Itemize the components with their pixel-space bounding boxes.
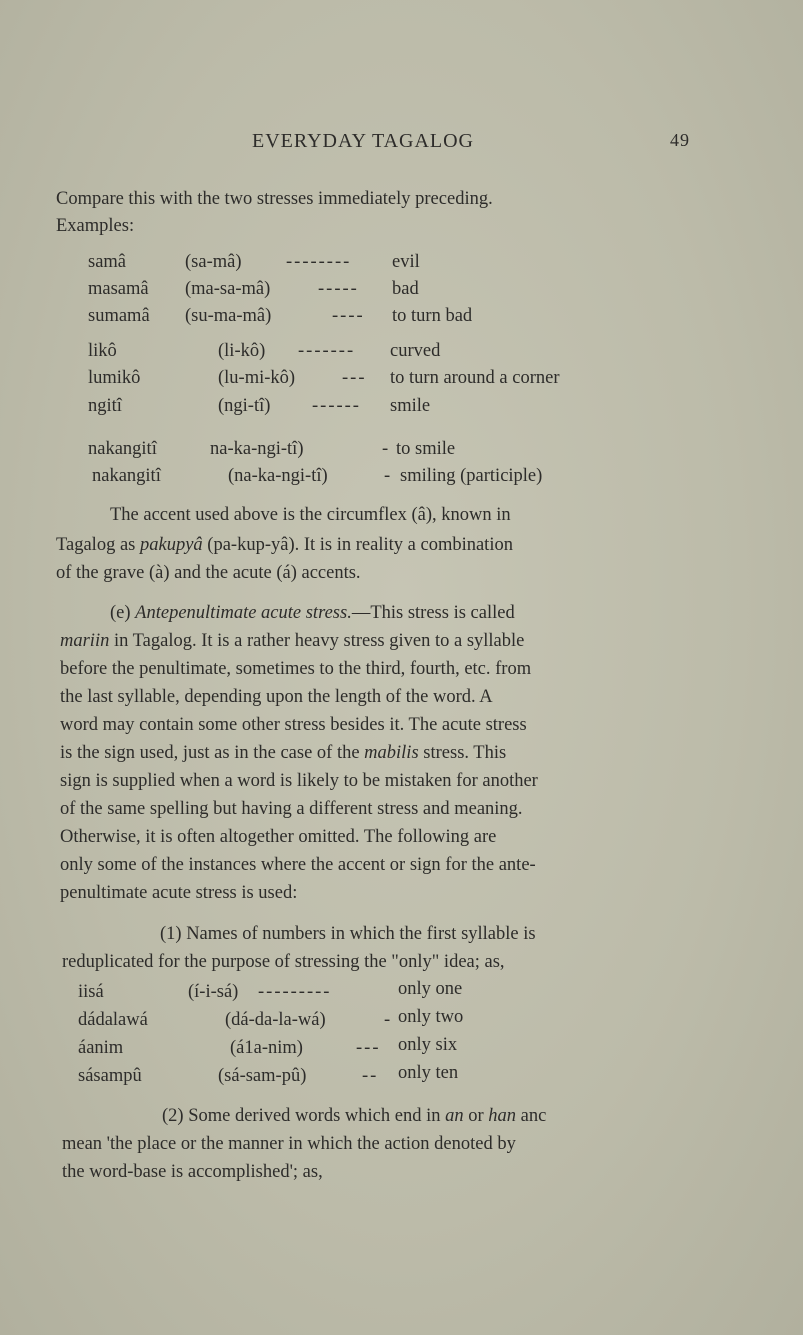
intro-line-2: Examples:: [56, 216, 135, 236]
para-e-line-7: sign is supplied when a word is likely to be mistaken for another: [60, 771, 538, 791]
section-heading: Antepenultimate acute stress.: [135, 603, 352, 623]
term-mariin: mariin: [60, 631, 110, 651]
para-1-line-2: reduplicated for the purpose of stressing the "only" idea; as,: [62, 952, 505, 972]
para-e-line-1: (e) Antepenultimate acute stress.—This stress is called: [110, 603, 515, 623]
para-1-line-1: (1) Names of numbers in which the first syllable is: [160, 924, 536, 944]
example-syllables: (lu-mi-kô): [218, 368, 296, 388]
example-meaning: smile: [390, 396, 431, 416]
example-word: samâ: [88, 252, 127, 272]
example-leader: -------: [298, 341, 356, 361]
example-meaning: only two: [398, 1007, 464, 1027]
example-meaning: to turn around a corner: [390, 368, 560, 388]
example-word: nakangitî: [92, 466, 161, 486]
para-e-line-2: mariin in Tagalog. It is a rather heavy stress given to a syllable: [60, 631, 525, 651]
example-meaning: only six: [398, 1035, 458, 1055]
example-word: nakangitî: [88, 439, 157, 459]
example-meaning: evil: [392, 252, 420, 272]
example-meaning: only one: [398, 979, 463, 999]
example-word: áanim: [78, 1038, 124, 1058]
running-header: EVERYDAY TAGALOG: [252, 130, 474, 152]
example-meaning: only ten: [398, 1063, 459, 1083]
example-word: iisá: [78, 982, 104, 1002]
example-syllables: (su-ma-mâ): [185, 306, 272, 326]
example-syllables: (á1a-nim): [230, 1038, 303, 1058]
example-leader: -: [384, 1010, 393, 1030]
para-e-line-6: is the sign used, just as in the case of the mabilis stress. This: [60, 743, 507, 763]
para-e-line-8: of the same spelling but having a different stress and meaning.: [60, 799, 523, 819]
example-word: ngitî: [88, 396, 122, 416]
term-mabilis: mabilis: [364, 743, 419, 763]
example-meaning: curved: [390, 341, 441, 361]
term-pakupya: pakupyâ: [139, 535, 203, 555]
example-syllables: (dá-da-la-wá): [225, 1010, 326, 1030]
example-syllables: (ma-sa-mâ): [185, 279, 271, 299]
example-word: lumikô: [88, 368, 141, 388]
example-syllables: (li-kô): [218, 341, 266, 361]
example-word: likô: [88, 341, 117, 361]
intro-line-1: Compare this with the two stresses immediately preceding.: [56, 189, 493, 209]
example-leader: ------: [312, 396, 361, 416]
para-e-line-5: word may contain some other stress besides it. The acute stress: [60, 715, 527, 735]
example-leader: ---------: [258, 982, 332, 1002]
example-meaning: smiling (participle): [400, 466, 543, 486]
para-accent-line-1: The accent used above is the circumflex (â), known in: [110, 505, 511, 525]
example-word: masamâ: [88, 279, 149, 299]
para-e-line-3: before the penultimate, sometimes to the third, fourth, etc. from: [60, 659, 532, 679]
para-e-line-9: Otherwise, it is often altogether omitted. The following are: [60, 827, 497, 847]
example-word: dádalawá: [78, 1010, 148, 1030]
example-word: sásampû: [78, 1066, 142, 1086]
example-leader: ---: [356, 1038, 381, 1058]
example-syllables: na-ka-ngi-tî): [210, 439, 304, 459]
para-accent-line-2: Tagalog as pakupyâ (pa-kup-yâ). It is in reality a combination: [56, 535, 513, 555]
example-leader: ----: [332, 306, 365, 326]
suffix-an: an: [445, 1106, 464, 1126]
example-syllables: (sá-sam-pû): [218, 1066, 307, 1086]
example-meaning: to turn bad: [392, 306, 473, 326]
example-meaning: to smile: [396, 439, 456, 459]
example-meaning: bad: [392, 279, 419, 299]
example-leader: -: [384, 466, 393, 486]
para-2-line-3: the word-base is accomplished'; as,: [62, 1162, 323, 1182]
example-leader: ---: [342, 368, 367, 388]
para-e-line-11: penultimate acute stress is used:: [60, 883, 298, 903]
example-leader: -----: [318, 279, 359, 299]
example-leader: --: [362, 1066, 379, 1086]
example-syllables: (í-i-sá): [188, 982, 239, 1002]
page-number: 49: [670, 130, 690, 150]
para-e-line-4: the last syllable, depending upon the length of the word. A: [60, 687, 493, 707]
example-leader: -: [382, 439, 391, 459]
suffix-han: han: [488, 1106, 517, 1126]
para-e-line-10: only some of the instances where the accent or sign for the ante-: [60, 855, 536, 875]
example-word: sumamâ: [88, 306, 150, 326]
example-syllables: (na-ka-ngi-tî): [228, 466, 328, 486]
para-accent-line-3: of the grave (à) and the acute (á) accents.: [56, 563, 361, 583]
example-leader: --------: [286, 252, 352, 272]
example-syllables: (ngi-tî): [218, 396, 271, 416]
example-syllables: (sa-mâ): [185, 252, 242, 272]
para-2-line-1: (2) Some derived words which end in an or han anc: [162, 1106, 547, 1126]
para-2-line-2: mean 'the place or the manner in which the action denoted by: [62, 1134, 516, 1154]
